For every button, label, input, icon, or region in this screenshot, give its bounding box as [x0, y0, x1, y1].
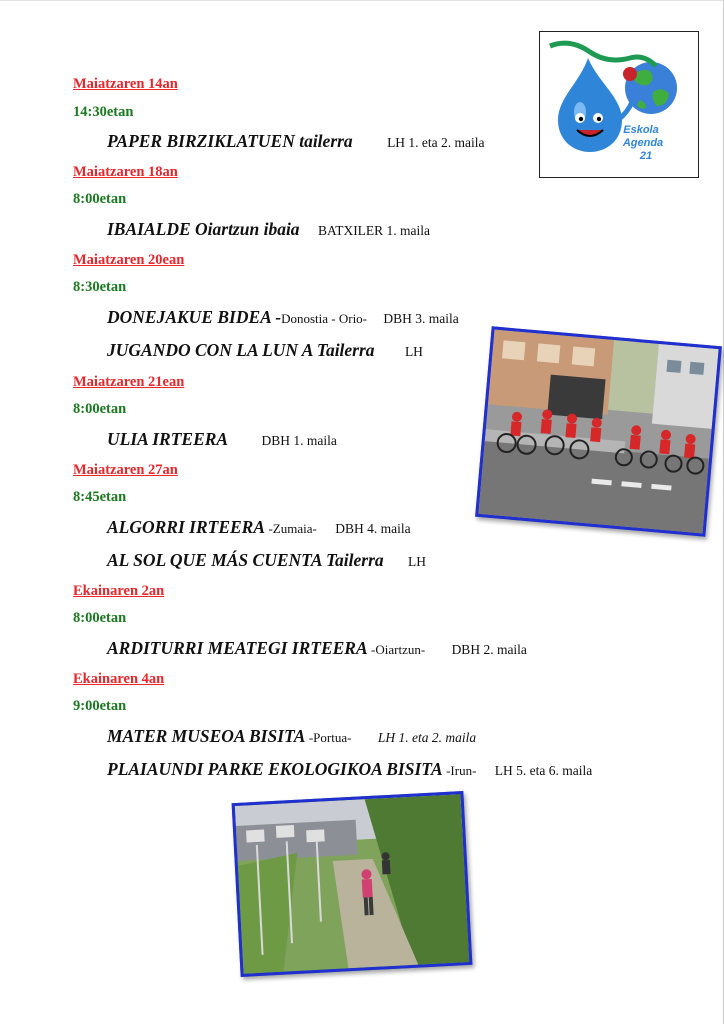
activity-item — [107, 429, 337, 450]
date-heading: Maiatzaren 21ean — [73, 374, 185, 390]
activity-item — [107, 131, 485, 152]
activity-title: DONEJAKUE BIDEA - — [107, 307, 282, 327]
activity-item — [107, 759, 592, 780]
time-label: 8:30etan — [73, 279, 127, 295]
activity-title: MATER MUSEOA BISITA — [107, 726, 305, 746]
activity-location: -Irun- — [446, 763, 477, 778]
activity-level: LH 5. eta 6. maila — [494, 763, 593, 778]
date-heading: Maiatzaren 14an — [73, 76, 178, 92]
activity-title: ALGORRI IRTEERA — [107, 517, 265, 537]
date-heading: Ekainaren 4an — [73, 671, 165, 687]
eskola-agenda-logo — [539, 31, 699, 178]
time-label: 8:00etan — [73, 401, 127, 417]
activity-item — [107, 638, 527, 659]
activity-title: PLAIAUNDI PARKE EKOLOGIKOA BISITA — [107, 759, 442, 779]
activity-item — [107, 550, 426, 571]
activity-level: DBH 3. maila — [383, 311, 459, 326]
activity-title: JUGANDO CON LA LUN A Tailerra — [107, 340, 375, 360]
time-label: 8:45etan — [73, 489, 127, 505]
activity-level: LH — [408, 554, 427, 569]
time-label: 9:00etan — [73, 698, 127, 714]
activity-title: ARDITURRI MEATEGI IRTEERA — [107, 638, 367, 658]
activity-location: -Oiartzun- — [371, 642, 426, 657]
activity-location: -Zumaia- — [268, 521, 317, 536]
activity-location: -Portua- — [308, 730, 352, 745]
activity-item — [107, 340, 423, 361]
time-label: 14:30etan — [73, 104, 134, 120]
logo-line2: Agenda — [622, 137, 664, 149]
activity-level: DBH 2. maila — [451, 642, 527, 657]
activity-level: DBH 4. maila — [335, 521, 411, 536]
activity-title: ULIA IRTEERA — [107, 429, 228, 449]
hiking-trail-photo — [232, 791, 473, 977]
time-label: 8:00etan — [73, 610, 127, 626]
activity-item — [107, 726, 476, 747]
activity-title: PAPER BIRZIKLATUEN tailerra — [107, 131, 353, 151]
activity-location: Donostia - Orio- — [281, 311, 368, 326]
activity-item — [107, 307, 459, 328]
activity-title: AL SOL QUE MÁS CUENTA Tailerra — [107, 550, 384, 570]
cyclists-photo — [475, 326, 722, 536]
date-heading: Maiatzaren 27an — [73, 462, 178, 478]
activity-level: LH — [404, 344, 423, 359]
activity-item — [107, 517, 411, 538]
activity-level: BATXILER 1. maila — [317, 223, 431, 238]
activity-title: IBAIALDE Oiartzun ibaia — [107, 219, 300, 239]
logo-line1: Eskola — [623, 124, 659, 136]
date-heading: Maiatzaren 20ean — [73, 252, 185, 268]
page-border-top — [0, 0, 724, 1]
time-label: 8:00etan — [73, 191, 127, 207]
date-heading: Ekainaren 2an — [73, 583, 165, 599]
water-drop-globe-icon — [540, 32, 698, 177]
activity-level: DBH 1. maila — [261, 433, 337, 448]
activity-level: LH 1. eta 2. maila — [387, 135, 485, 150]
activity-item — [107, 219, 430, 240]
activity-level: LH 1. eta 2. maila — [377, 730, 477, 745]
date-heading: Maiatzaren 18an — [73, 164, 178, 180]
logo-line3: 21 — [639, 150, 653, 162]
